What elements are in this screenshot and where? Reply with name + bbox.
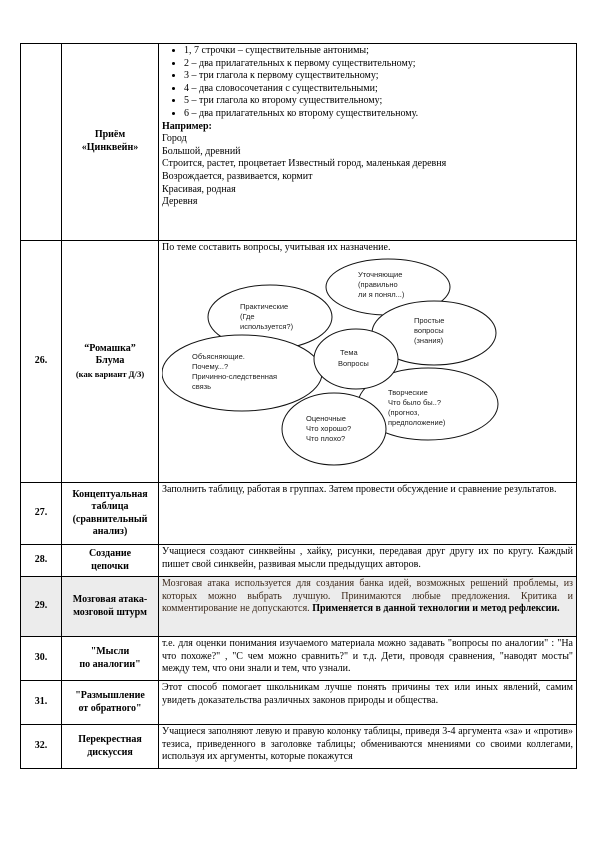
method-name-line: дискуссия xyxy=(87,746,133,758)
table-row xyxy=(21,241,577,483)
petal-label: Оценочные xyxy=(306,413,346,423)
method-name xyxy=(62,483,159,545)
list-item: • 1, 7 строчки – существительные антонимы; xyxy=(184,45,573,58)
example-line: Красивая, родная xyxy=(162,183,236,195)
row-number: 30. xyxy=(21,637,62,681)
row-number: 32. xyxy=(21,725,62,769)
petal-label: Что было бы..? xyxy=(388,397,442,407)
petal-label: (прогноз, xyxy=(388,407,420,417)
petal-label: Объясняющие. xyxy=(192,351,245,361)
method-description: Учащиеся создают синквейны , хайку, рисунки, передавая друг другу их по кругу. Каждый пишет свой синквейн, развивая мысли предыдущих авторов. xyxy=(159,545,577,577)
bloom-daisy-diagram xyxy=(162,255,572,477)
method-description xyxy=(159,44,577,241)
table-row xyxy=(21,44,577,241)
method-name-line: "Размышление xyxy=(75,690,145,702)
list-item: • 3 – три глагола к первому существительному; xyxy=(184,70,573,83)
example-line: Деревня xyxy=(162,196,198,208)
petal-label: (Где xyxy=(240,311,255,321)
row-number: 26. xyxy=(21,241,62,483)
table-row xyxy=(21,637,577,681)
method-name xyxy=(62,44,159,241)
method-description: т.е. для оценки понимания изучаемого материала можно задавать "вопросы по аналогии" : "На что похоже?" , "С чем можно сравнить?" и т.д. Дети, проводя сравнения, "наводят мосты" между тем, что они знали и тем, что узнали. xyxy=(159,637,577,681)
method-name-line: (сравнительный xyxy=(72,513,148,525)
method-name-line: Мозговая атака- xyxy=(72,594,148,606)
petal-label: ли я понял...) xyxy=(358,289,405,299)
petal-label: Что плохо? xyxy=(306,433,346,443)
row-number: 27. xyxy=(21,483,62,545)
petal-label: Уточняющие xyxy=(358,269,403,279)
petal-label: связь xyxy=(192,381,212,391)
method-name-line: цепочки xyxy=(91,560,129,572)
petal-label: вопросы xyxy=(414,325,444,335)
example-line: Большой, древний xyxy=(162,145,241,157)
method-description: Заполнить таблицу, работая в группах. Затем провести обсуждение и сравнение результатов. xyxy=(159,483,577,545)
table-row xyxy=(21,725,577,769)
methods-table xyxy=(20,43,577,769)
example-label: Например: xyxy=(162,120,212,132)
petal-label: Причинно-следственная xyxy=(192,371,278,381)
method-name-line: Блума xyxy=(95,355,125,367)
cinquain-rules-list xyxy=(162,45,573,121)
method-name xyxy=(62,577,159,637)
method-name xyxy=(62,681,159,725)
method-description: Этот способ помогает школьникам лучше понять причины тех или иных явлений, самим увидеть доказательства различных законов природы и общества. xyxy=(159,681,577,725)
method-name-note: (как вариант Д/З) xyxy=(75,368,145,379)
method-name-line: по аналогии" xyxy=(79,658,141,670)
description-text: По теме составить вопросы, учитывая их назначение. xyxy=(162,242,391,253)
petal-label: Что хорошо? xyxy=(306,423,352,433)
method-name-line: таблица xyxy=(91,501,129,513)
list-item: • 5 – три глагола ко второму существительному; xyxy=(184,95,573,108)
table-row xyxy=(21,577,577,637)
example-line: Город xyxy=(162,133,187,145)
list-item: • 6 – два прилагательных ко второму существительному. xyxy=(184,108,573,121)
petal-label: Простые xyxy=(414,315,445,325)
method-name-line: Концептуальная xyxy=(72,488,148,500)
row-number: 31. xyxy=(21,681,62,725)
petal-label: (знания) xyxy=(414,335,444,345)
row-number: 28. xyxy=(21,545,62,577)
method-description: Учащиеся заполняют левую и правую колонку таблицы, приведя 3-4 аргумента «за» и «против» тезиса, приведенного в заголовке таблицы; обмениваются мнениями со своими коллегами, используя их аргументы, которые покажутся xyxy=(159,725,577,769)
table-row xyxy=(21,545,577,577)
petal-label: (правильно xyxy=(358,279,398,289)
center-label: Тема xyxy=(340,347,358,357)
method-description xyxy=(159,577,577,637)
table-row xyxy=(21,483,577,545)
petal-label: Почему...? xyxy=(192,361,229,371)
method-name-line: Приём xyxy=(94,129,126,141)
method-name xyxy=(62,545,159,577)
method-name-line: "Мысли xyxy=(90,646,130,658)
method-name-line: “Ромашка” xyxy=(84,342,136,354)
description-text: Мозговая атака используется для создания банка идей, возможных решений проблемы, из которых можно выбрать лучшую. Принимаются любые предложения. Критика и комментирование не допускаются. xyxy=(162,578,573,615)
method-name-line: анализ) xyxy=(92,526,128,538)
method-name xyxy=(62,637,159,681)
method-name xyxy=(62,241,159,483)
petal-label: используется?) xyxy=(240,321,294,331)
petal-label: Творческие xyxy=(388,387,428,397)
method-name-line: «Цинквейн» xyxy=(81,142,139,153)
example-line: Строится, растет, процветает Известный город, маленькая деревня xyxy=(162,158,447,170)
method-name-line: Перекрестная xyxy=(78,734,142,746)
list-item: • 4 – два словосочетания с существительными; xyxy=(184,83,573,96)
example-line: Возрождается, развивается, кормит xyxy=(162,170,313,182)
row-number xyxy=(21,44,62,241)
method-description xyxy=(159,241,577,483)
description-emphasis: Применяется в данной технологии и метод рефлексии. xyxy=(312,603,560,615)
list-item: • 2 – два прилагательных к первому существительному; xyxy=(184,58,573,71)
method-name-line: мозговой штурм xyxy=(73,606,147,618)
row-number: 29. xyxy=(21,577,62,637)
petal-label: предположение) xyxy=(388,417,446,427)
method-name-line: от обратного" xyxy=(78,702,142,714)
table-row xyxy=(21,681,577,725)
method-name xyxy=(62,725,159,769)
method-name-line: Создание xyxy=(88,548,132,560)
petal-label: Практические xyxy=(240,301,289,311)
center-label: Вопросы xyxy=(338,358,369,368)
